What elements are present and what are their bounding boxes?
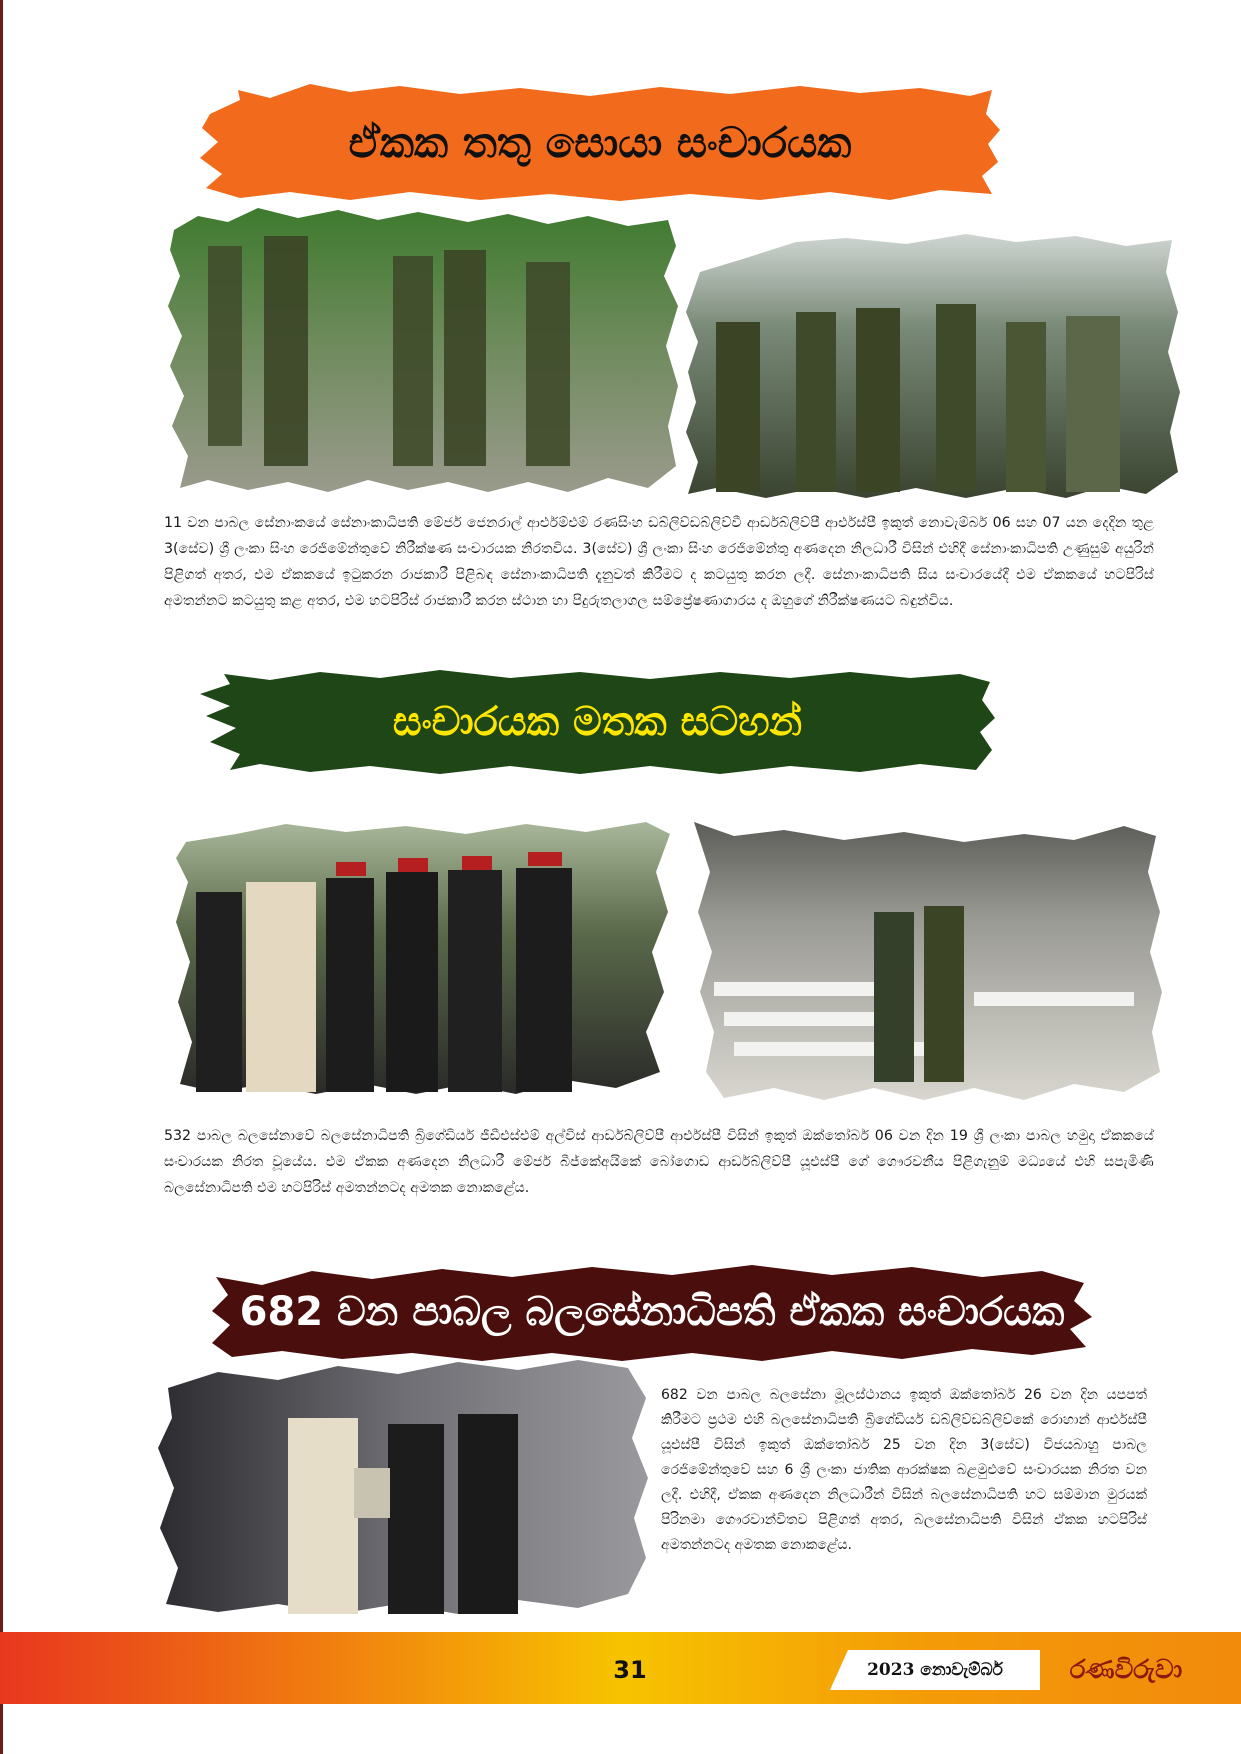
section-heading: 682 වන පාබල බලසේනාධිපති ඒකක සංචාරයක [239, 1289, 1065, 1335]
left-edge-rule [0, 0, 3, 1754]
issue-date: 2023 නොවැම්බර් [867, 1660, 1003, 1680]
article-paragraph: 11 වන පාබල සේනාංකයේ සේනාංකාධිපති මේජර් ජෙනරාල් ආර්එම්එම් රණසිංහ ඩබ්ලිව්ඩබ්ලිව්වී ආර්ඩබ්ලිව්පී ආර්එස්පී ඉකුත් නොවැම්බර් 06 සහ 07 යන දෙදින තුළ 3(සේව) ශ්‍රී ලංකා සිංහ රෙජිමේන්තුවේ නිරීක්ෂණ සංචාරයක නිරතවිය. 3(සේව) ශ්‍රී ලංකා සිංහ රෙජිමේන්තු අණදෙන නිලධාරී විසින් එහිදී සේනාංකාධිපති උණුසුම් අයුරින් පිළිගත් අතර, එම ඒකකයේ ඉටුකරන රාජකාරී පිළිබඳ සේනාංකාධිපති දැනුවත් කිරීමට ද කටයුතු කරන ලදී. සේනාංකාධිපති සිය සංචාරයේදී එම ඒකකයේ හටපිරිස් අමතන්නට කටයුතු කළ අතර, එම හටපිරිස් රාජකාරී කරන ස්ථාන හා පිදුරුතලාගල සම්ප්‍රේෂණාගාරය ද ඔහුගේ නිරීක්ෂණයට බඳුන්විය. [164, 515, 1154, 609]
page-number: 31 [613, 1656, 647, 1684]
section-heading: සංචාරයක මතක සටහන් [392, 699, 803, 745]
article-paragraph: 532 පාබල බලසේනාවේ බලසේනාධිපති බ්‍රිගේඩියර් ජීඩීඑස්එම් අල්විස් ආර්ඩබ්ලිව්පී ආර්එස්පී විසින් ඉකුත් ඔක්තෝබර් 06 වන දින 19 ශ්‍රී ලංකා පාබල හමුදා ඒකකයේ සංචාරයක නිරත වූයේය. එම ඒකක අණදෙන නිලධාරී මේජර් බීජ්කේඅයිකේ බෝගොඩ ආර්ඩබ්ලිව්පී යූඑස්පී ගේ ගෞරවනීය පිළිගැනුම් මධ්‍යයේ එහි සපැමිණි බලසේනාධිපති එම හටපිරිස් අමතන්නටද අමතක නොකළේය. [164, 1128, 1154, 1196]
headline-banner-unit-visit [200, 84, 1000, 202]
photo-handshake-officers [168, 206, 680, 494]
article-paragraph: 682 වන පාබල බලසේනා මූලස්ථානය ඉකුත් ඔක්තෝබර් 26 වන දින යපපත් කිරීමට ප්‍රථම එහි බලසේනාධිපති බ්‍රිගේඩියර් ඩබ්ලිව්ඩබ්ලිව්කේ රොහාන් ආර්එස්පී යූඑස්පී විසින් ඉකුත් ඔක්තෝබර් 25 වන දින 3(සේව) විජයබාහු පාබල රෙජිමේන්තුවේ සහ 6 ශ්‍රී ලංකා ජාතික ආරක්ෂක බළමුළුවේ සංචාරයක නිරත වන ලදී. එහිදී, ඒකක අණදෙන නිලධාරීන් විසින් බලසේනාධිපති හට සම්මාන මුරයක් පිරිනමා ගෞරවාන්විතව පිළිගත් අතර, බලසේනාධිපති විසින් ඒකක හටපිරිස් අමතන්නටද අමතක නොකළේය. [661, 1387, 1147, 1553]
headline-banner-brigade-visit [212, 1263, 1092, 1361]
magazine-logo: රණවිරුවා [1069, 1654, 1183, 1685]
headline-banner-visit-notes [200, 670, 995, 774]
section-heading: ඒකක තතු සොයා සංචාරයක [348, 118, 852, 167]
photo-guard-of-honour [176, 822, 674, 1094]
issue-date-tab [830, 1650, 1040, 1690]
photo-barracks-beds [694, 822, 1162, 1102]
photo-memento-presentation [158, 1358, 650, 1614]
photo-officers-inspection [686, 232, 1180, 500]
